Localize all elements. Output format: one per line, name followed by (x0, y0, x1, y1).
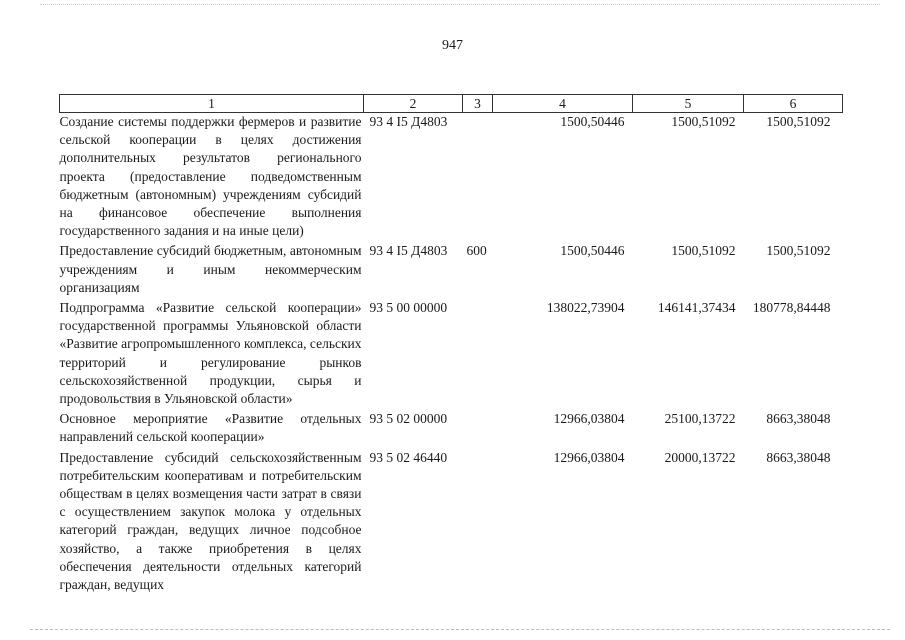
table-row (60, 113, 843, 241)
row-name: Основное мероприятие «Развитие отдельных направлений сельской кооперации» (59, 411, 362, 445)
row-value-2: 1500,51092 (671, 114, 736, 129)
header-col-6: 6 (744, 95, 843, 113)
scan-edge-top (40, 4, 880, 7)
table-row (60, 240, 843, 297)
row-expense-type (463, 447, 493, 595)
row-value-1: 12966,03804 (553, 449, 625, 465)
row-value-2: 20000,13722 (664, 449, 736, 465)
header-col-2: 2 (364, 95, 463, 113)
table-row (60, 297, 843, 408)
header-col-5: 5 (633, 95, 744, 113)
header-col-1: 1 (60, 95, 364, 113)
row-name: Создание системы поддержки фермеров и развитие сельской кооперации в целях достижения дополнительных результатов регионального проекта (предоставление подведомственным бюджетным (автономным) учреждениям субсидий на финансовое обеспечение выполнения государственного задания и на иные цели) (59, 114, 362, 239)
row-value-3: 180778,84448 (752, 300, 831, 316)
row-value-1: 1500,50446 (560, 243, 625, 259)
table-row (60, 447, 843, 595)
row-name: Подпрограмма «Развитие сельской кооперации» государственной программы Ульяновской области «Развитие агропромышленного комплекса, сельских территорий и регулирование рынков сельскохозяйственной продукции, сырья и продовольствия в Ульяновской области» (59, 300, 362, 407)
row-name: Предоставление субсидий сельскохозяйственным потребительским кооперативам и потребительским обществам в целях возмещения части затрат в связи с осуществлением закупок молока у отдельных категорий граждан, ведущих личное подсобное хозяйство, а также приобретения в целях обеспечения деятельности отдельных категорий граждан, ведущих (59, 449, 362, 593)
row-name: Предоставление субсидий бюджетным, автономным учреждениям и иным некоммерческим организациям (59, 243, 362, 295)
row-value-3: 1500,51092 (766, 114, 831, 129)
header-col-3: 3 (463, 95, 493, 113)
scan-edge-bottom (30, 629, 890, 632)
row-value-1: 12966,03804 (553, 411, 625, 427)
row-value-3: 8663,38048 (766, 449, 831, 465)
page-number: 947 (442, 38, 463, 53)
row-code: 93 4 I5 Д4803 (369, 114, 448, 129)
row-value-2: 1500,51092 (671, 243, 736, 259)
row-value-1: 1500,50446 (560, 114, 625, 129)
row-expense-type (463, 113, 493, 241)
row-code: 93 4 I5 Д4803 (369, 243, 448, 259)
row-value-3: 8663,38048 (766, 411, 831, 427)
row-value-3: 1500,51092 (766, 243, 831, 259)
row-value-2: 146141,37434 (657, 300, 736, 316)
table-row (60, 408, 843, 446)
row-expense-type (463, 297, 493, 408)
row-expense-type: 600 (466, 243, 487, 259)
row-expense-type (463, 408, 493, 446)
row-value-2: 25100,13722 (664, 411, 736, 427)
budget-table (59, 94, 843, 594)
row-code: 93 5 00 00000 (369, 300, 448, 316)
header-row (60, 95, 843, 113)
row-code: 93 5 02 46440 (369, 449, 448, 465)
row-code: 93 5 02 00000 (369, 411, 448, 427)
header-col-4: 4 (493, 95, 633, 113)
row-value-1: 138022,73904 (546, 300, 625, 316)
